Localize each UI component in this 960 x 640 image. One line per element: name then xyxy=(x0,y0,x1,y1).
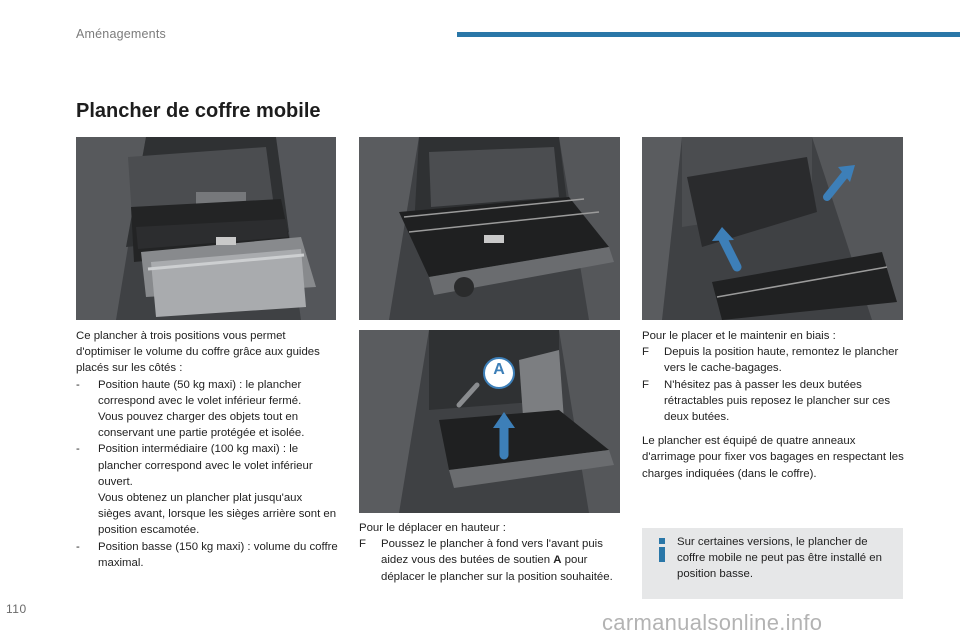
raise-intro: Pour le déplacer en hauteur : xyxy=(359,522,506,534)
dash-marker: - xyxy=(76,378,80,391)
bullet-marker: F xyxy=(642,378,649,391)
item-text xyxy=(381,536,621,585)
callout-a-label: A xyxy=(493,361,505,378)
item-text: Position haute (50 kg maxi) : le plancher correspond avec le volet inférieur fermé. xyxy=(98,378,302,407)
photo-support-stops xyxy=(359,330,620,513)
column-positions xyxy=(76,328,338,571)
tilt-intro: Pour le placer et le maintenir en biais : xyxy=(642,330,836,342)
list-item xyxy=(76,377,338,442)
photo-flat-position xyxy=(359,137,620,320)
item-text: Depuis la position haute, remontez le plancher vers le cache-bagages. xyxy=(664,346,899,375)
photo-high-position xyxy=(76,137,336,320)
photo-tilted-position xyxy=(642,137,903,320)
info-box xyxy=(642,528,903,599)
page-title: Plancher de coffre mobile xyxy=(76,100,321,122)
column-tilt xyxy=(642,328,904,482)
dash-marker: - xyxy=(76,540,80,553)
info-icon xyxy=(654,538,670,562)
item-extra: Vous pouvez charger des objets tout en conservant une partie protégée et isolée. xyxy=(98,411,305,440)
header-accent-bar xyxy=(457,32,960,37)
section-label: Aménagements xyxy=(76,27,166,41)
column-raise xyxy=(359,520,621,585)
info-text: Sur certaines versions, le plancher de coffre mobile ne peut pas être installé en position basse. xyxy=(677,536,882,581)
dash-marker: - xyxy=(76,443,80,456)
bullet-marker: F xyxy=(359,538,366,551)
stop-reference-a: A xyxy=(553,554,562,567)
list-item xyxy=(76,539,338,571)
anchor-rings-paragraph: Le plancher est équipé de quatre anneaux d'arrimage pour fixer vos bagages en respectant les charges indiquées (dans le coffre). xyxy=(642,435,904,480)
list-item xyxy=(359,536,621,585)
item-text: Position intermédiaire (100 kg maxi) : le plancher correspond avec le volet inférieur ouvert. xyxy=(98,443,313,488)
list-item xyxy=(642,377,904,426)
item-text: Position basse (150 kg maxi) : volume du coffre maximal. xyxy=(98,540,338,569)
page-number: 110 xyxy=(6,602,27,616)
item-extra: Vous obtenez un plancher plat jusqu'aux sièges avant, lorsque les sièges arrière sont en position escamotée. xyxy=(98,492,337,537)
item-text-before: Poussez le plancher à fond vers l'avant puis aidez vous des butées de soutien xyxy=(381,538,603,567)
list-item xyxy=(76,441,338,538)
intro-paragraph: Ce plancher à trois positions vous permet d'optimiser le volume du coffre grâce aux guides placés sur les côtés : xyxy=(76,330,320,375)
bullet-marker: F xyxy=(642,346,649,359)
watermark: carmanualsonline.info xyxy=(602,610,823,635)
item-text-after: pour déplacer le plancher sur la position souhaitée. xyxy=(381,554,613,583)
list-item xyxy=(642,344,904,376)
item-text: N'hésitez pas à passer les deux butées rétractables puis reposez le plancher sur ces deux butées. xyxy=(664,378,891,424)
